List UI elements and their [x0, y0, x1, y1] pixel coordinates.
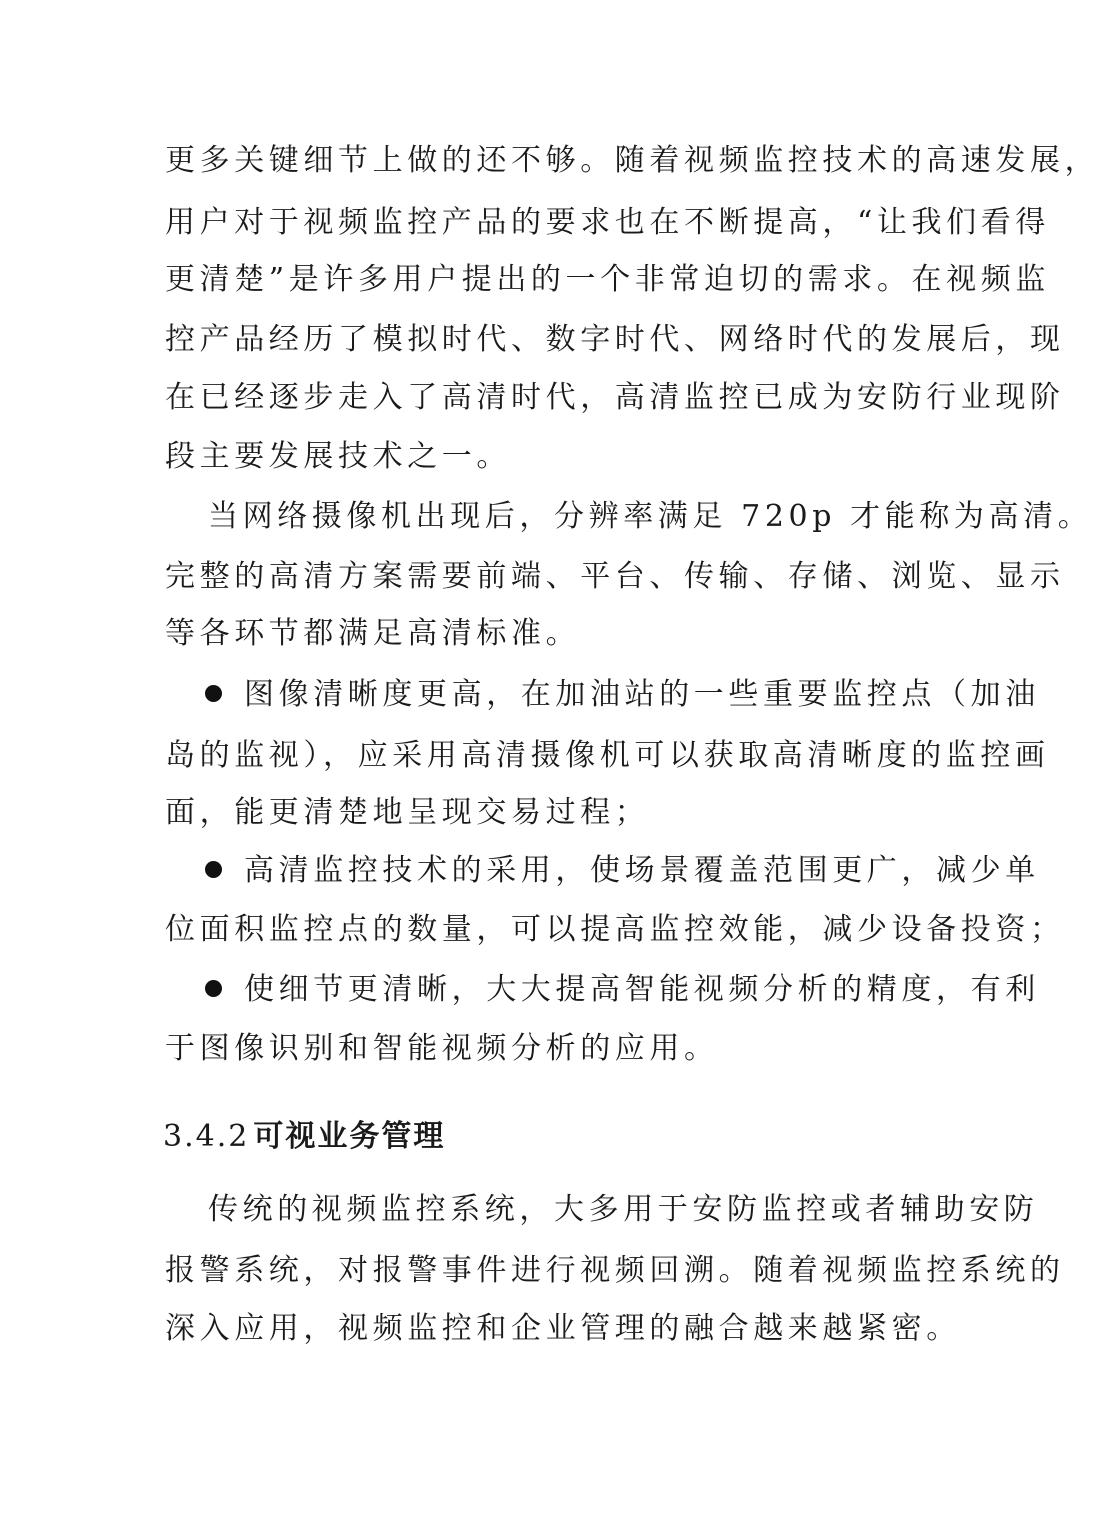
paragraph-line: 深入应用，视频监控和企业管理的融合越来越紧密。 [165, 1311, 961, 1346]
paragraph-line: 传统的视频监控系统，大多用于安防监控或者辅助安防 [208, 1192, 1039, 1227]
paragraph-line: 段主要发展技术之一。 [165, 439, 511, 474]
section-title: 可视业务管理 [253, 1119, 446, 1154]
paragraph-line: 等各环节都满足高清标准。 [165, 616, 581, 651]
paragraph-line: 用户对于视频监控产品的要求也在不断提高，“让我们看得 [165, 205, 1050, 240]
bullet-continuation-line: 面，能更清楚地呈现交易过程； [165, 795, 650, 830]
bullet-icon [205, 980, 222, 997]
bullet-item [205, 665, 1040, 725]
paragraph-line: 更清楚”是许多用户提出的一个非常迫切的需求。在视频监 [165, 262, 1050, 297]
section-number: 3.4.2 [163, 1119, 250, 1154]
paragraph-line: 报警系统，对报警事件进行视频回溯。随着视频监控系统的 [165, 1253, 1065, 1288]
bullet-continuation-line: 岛的监视），应采用高清摄像机可以获取高清晰度的监控画 [165, 738, 1050, 773]
paragraph-line: 更多关键细节上做的还不够。随着视频监控技术的高速发展， [165, 143, 1099, 178]
bullet-item [205, 841, 1040, 901]
bullet-text: 高清监控技术的采用，使场景覆盖范围更广，减少单 [244, 853, 1040, 888]
paragraph-line: 当网络摄像机出现后，分辨率满足 720p 才能称为高清。 [208, 499, 1093, 534]
paragraph-line: 控产品经历了模拟时代、数字时代、网络时代的发展后，现 [165, 322, 1065, 357]
bullet-icon [205, 685, 222, 702]
bullet-icon [205, 861, 222, 878]
paragraph-line: 在已经逐步走入了高清时代，高清监控已成为安防行业现阶 [165, 380, 1065, 415]
bullet-text: 图像清晰度更高，在加油站的一些重要监控点（加油 [244, 677, 1040, 712]
section-heading [163, 1107, 445, 1167]
paragraph-line: 完整的高清方案需要前端、平台、传输、存储、浏览、显示 [165, 559, 1065, 594]
bullet-text: 使细节更清晰，大大提高智能视频分析的精度，有利 [244, 972, 1040, 1007]
bullet-continuation-line: 于图像识别和智能视频分析的应用。 [165, 1031, 719, 1066]
bullet-item [205, 960, 1040, 1020]
bullet-continuation-line: 位面积监控点的数量，可以提高监控效能，减少设备投资； [165, 912, 1065, 947]
